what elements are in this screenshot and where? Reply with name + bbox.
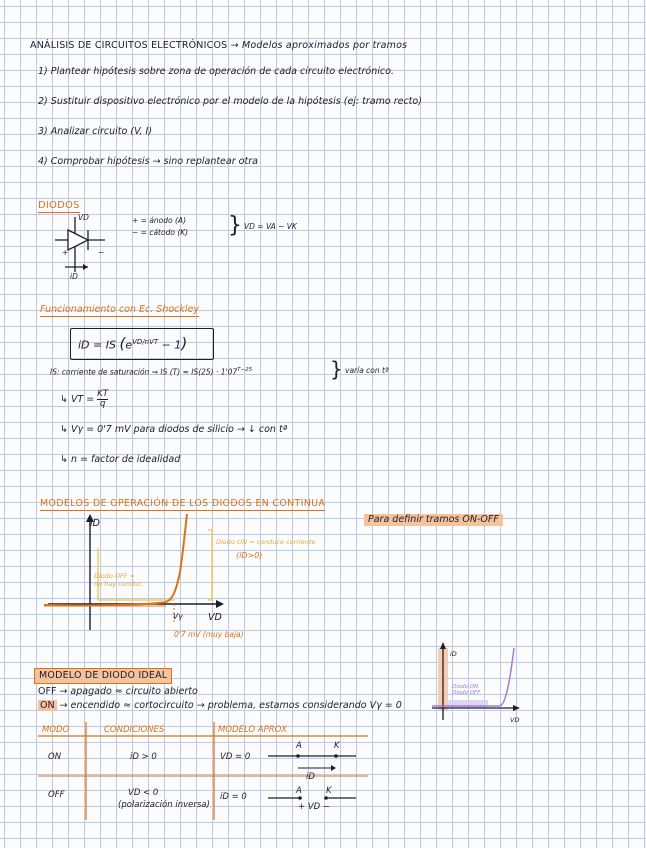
table-row-off-cond: VD < 0 — [128, 788, 159, 798]
off-label-2: no hay conduc. — [94, 580, 144, 588]
on-anode-label: A — [296, 741, 302, 751]
on-label: Diodo ON = conduce corriente — [216, 538, 316, 546]
on-current-label: iD — [306, 772, 315, 782]
is-brace-icon: } — [330, 357, 343, 381]
table-row-on-mode: ON — [48, 752, 62, 762]
vd-relation: VD = VA − VK — [244, 222, 297, 231]
diode-symbol-icon — [50, 212, 120, 292]
vgamma-label: Vγ — [173, 612, 183, 621]
diode-vd-label: VD — [78, 213, 89, 222]
mini-label-2: Diodo OFF — [452, 690, 481, 696]
table-row-off-mode: OFF — [48, 790, 65, 800]
diode-current-label: iD — [70, 272, 78, 281]
off-voltage-label: + VD − — [298, 802, 331, 812]
modelos-note: Para definir tramos ON-OFF — [364, 514, 503, 526]
table-row-off-model: iD = 0 — [220, 792, 247, 802]
ideal-title: MODELO DE DIODO IDEAL — [34, 668, 172, 684]
mini-label-1: Diodo ON — [452, 684, 479, 690]
chart-y-axis-label: iD — [90, 518, 100, 529]
chart-x-axis-label: VD — [208, 612, 222, 623]
modelos-title: MODELOS DE OPERACIÓN DE LOS DIODOS EN CONTINUA — [40, 498, 326, 509]
cathode-def: − = cátodo (K) — [132, 228, 189, 237]
header-title: ANÁLISIS DE CIRCUITOS ELECTRÓNICOS → Modelos aproximados por tramos — [30, 40, 408, 51]
table-row-off-cond2: (polarización inversa) — [118, 800, 210, 810]
vgamma-line: ↳ Vγ = 0'7 mV para diodos de silicio → ↓ con tª — [60, 424, 288, 435]
step-1: 1) Plantear hipótesis sobre zona de operación de cada circuito electrónico. — [38, 66, 394, 77]
shockley-title: Funcionamiento con Ec. Shockley — [40, 304, 199, 315]
ideal-on-line: ON → encendido ≈ cortocircuito → problema, estamos considerando Vγ = 0 — [40, 700, 402, 711]
off-label: Diodo OFF = — [94, 572, 136, 580]
on-cathode-label: K — [334, 741, 340, 751]
table-header-mode: MODO — [42, 725, 70, 735]
diode-plus: + — [62, 248, 69, 257]
table-header-conditions: CONDICIONES — [104, 725, 165, 735]
table-row-on-model: VD = 0 — [220, 752, 251, 762]
mini-y-label: iD — [450, 650, 457, 658]
vt-definition: ↳ VT = $\frac{KT}{q}$ — [60, 389, 109, 409]
mini-x-label: VD — [510, 716, 520, 724]
brace-icon: } — [228, 213, 242, 238]
is-note: varía con tª — [345, 366, 389, 375]
table-row-on-cond: iD > 0 — [130, 752, 157, 762]
step-4: 4) Comprobar hipótesis → sino replantear otra — [38, 156, 258, 167]
ideal-off-line: OFF → apagado ≈ circuito abierto — [38, 686, 198, 697]
iv-curve-chart — [40, 512, 300, 642]
diode-minus: − — [98, 248, 105, 257]
anode-def: + = ánodo (A) — [132, 216, 186, 225]
table-header-model: MODELO APROX — [218, 725, 287, 735]
on-label-2: (iD>0) — [236, 551, 263, 560]
off-cathode-label: K — [326, 786, 332, 796]
step-2: 2) Sustituir dispositivo electrónico por el modelo de la hipótesis (ej: tramo recto) — [38, 96, 422, 107]
diodos-title: DIODOS — [38, 200, 80, 211]
is-definition: IS: corriente de saturación ⇒ IS $(T) = IS(25) \cdot 1'07^{T-25}$ — [50, 367, 253, 377]
vgamma-value: 0'7 mV (muy baja) — [174, 630, 244, 639]
ideality-line: ↳ n = factor de idealidad — [60, 454, 181, 465]
shockley-equation: iD = IS $(e^{VD/nVT} - 1)$ — [78, 334, 188, 353]
off-anode-label: A — [296, 786, 302, 796]
step-3: 3) Analizar circuito (V, I) — [38, 126, 153, 137]
short-circuit-icon — [264, 746, 364, 772]
